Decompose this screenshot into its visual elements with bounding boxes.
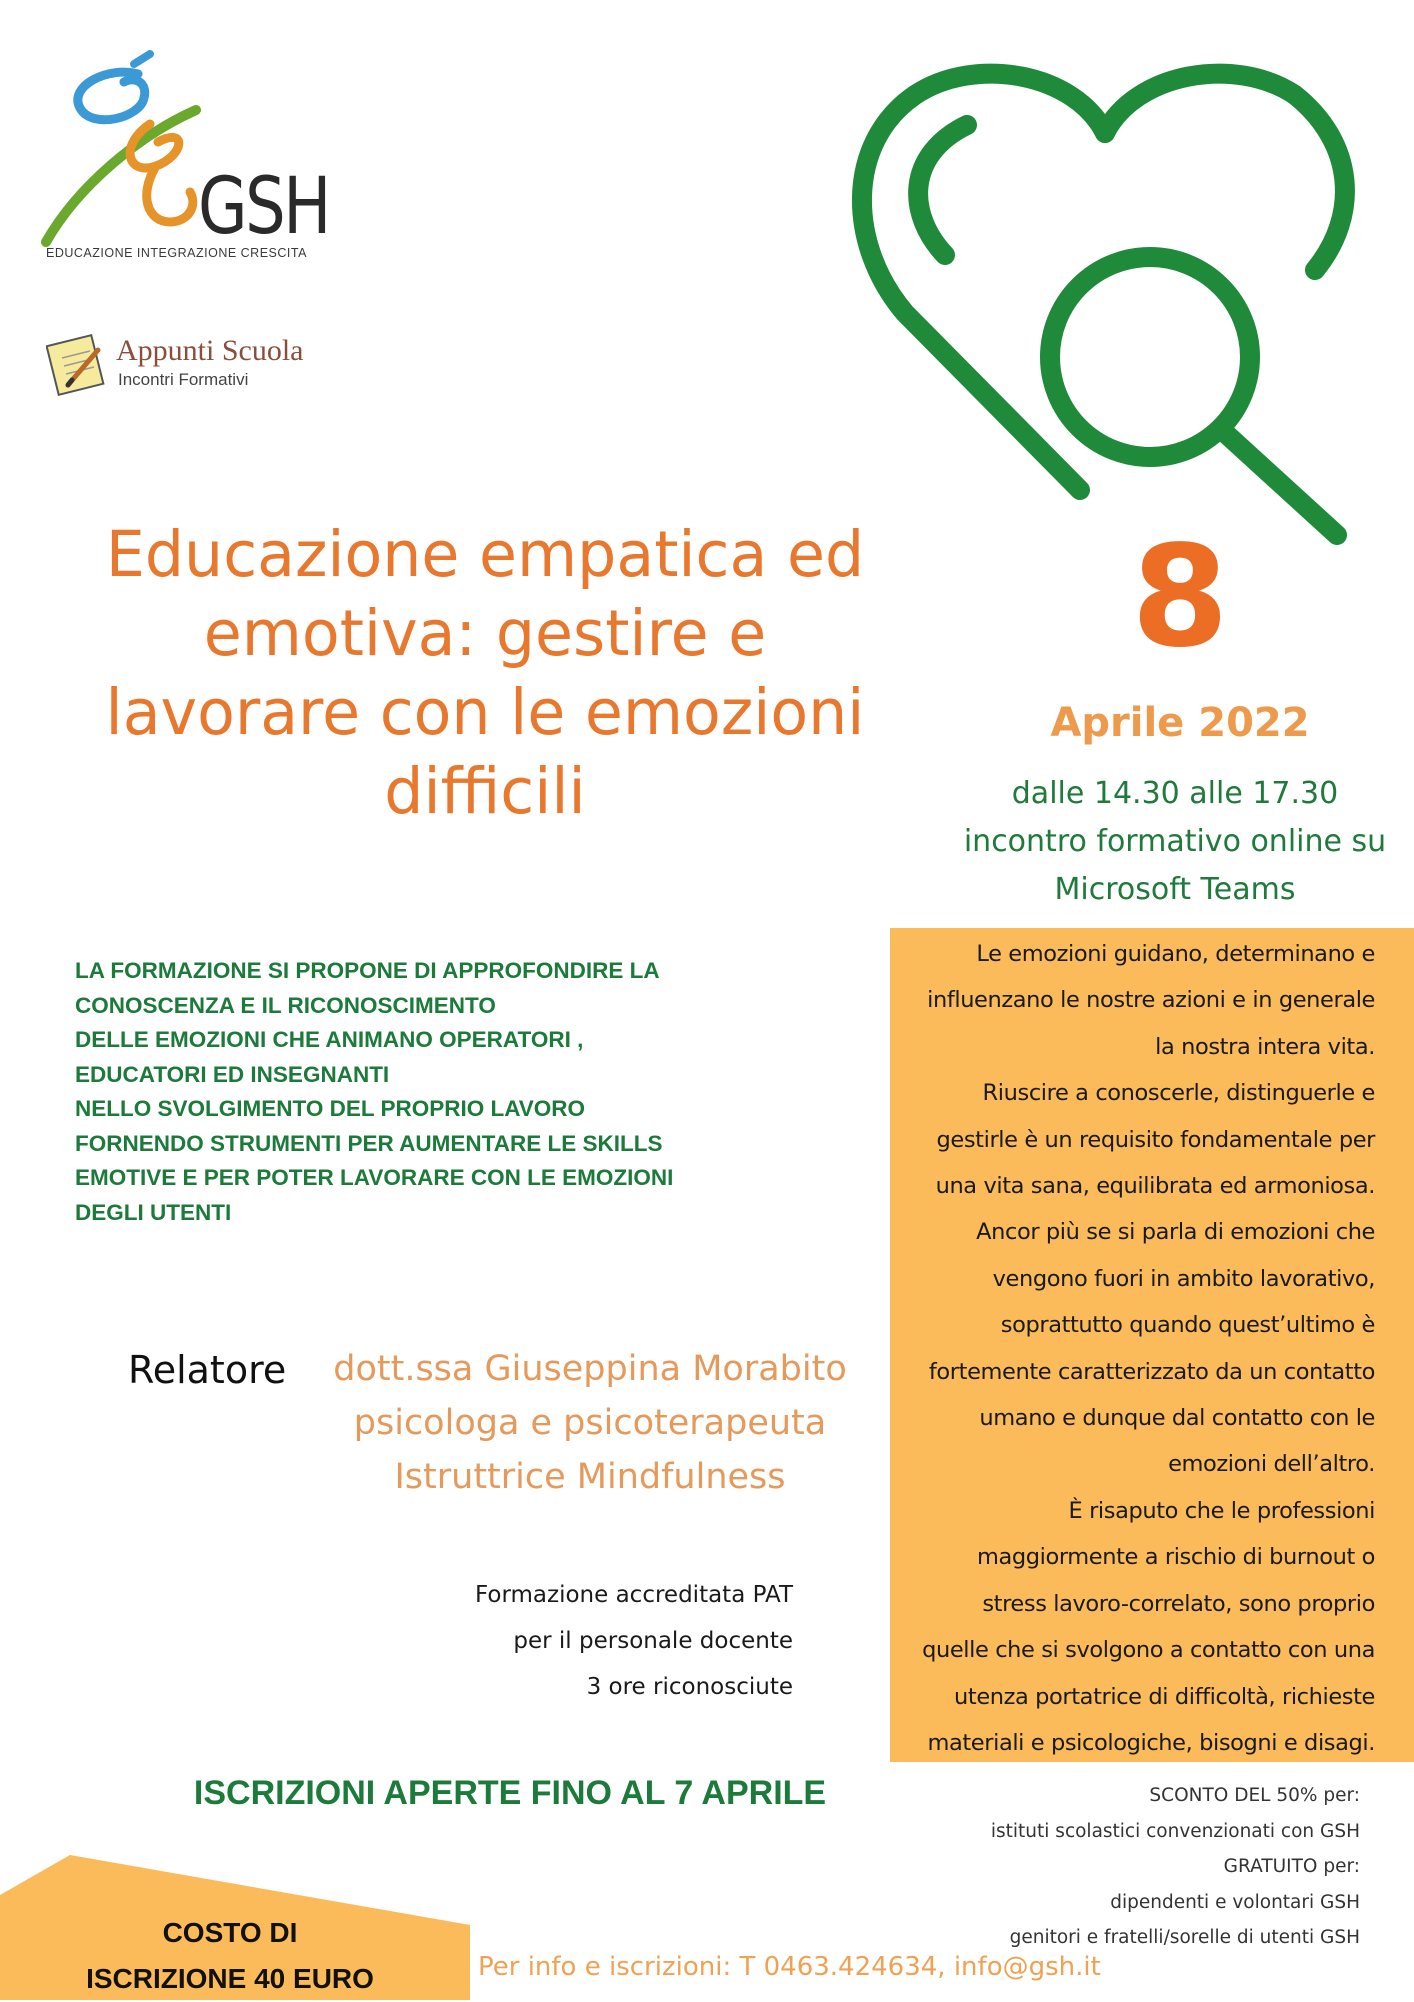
title-line: difficili <box>384 755 586 828</box>
info-line: emozioni dell’altro. <box>1168 1451 1375 1478</box>
event-title <box>78 515 891 831</box>
info-line: È risaputo che le professioni <box>1068 1497 1375 1524</box>
info-line: quelle che si svolgono a contatto con una <box>922 1637 1375 1664</box>
info-line: soprattutto quando quest’ultimo è <box>1000 1312 1375 1339</box>
course-description <box>75 954 775 1230</box>
description-line: FORNENDO STRUMENTI PER AUMENTARE LE SKILLS <box>75 1130 663 1156</box>
discount-line: genitori e fratelli/sorelle di utenti GSH <box>1009 1927 1360 1948</box>
appunti-subtitle: Incontri Formativi <box>118 370 249 389</box>
info-line: la nostra intera vita. <box>1155 1033 1375 1060</box>
discount-info <box>990 1778 1360 1956</box>
info-box-text <box>895 931 1375 1766</box>
title-line: emotiva: gestire e <box>203 597 767 670</box>
gsh-tagline: EDUCAZIONE INTEGRAZIONE CRESCITA <box>46 246 307 260</box>
event-month-year: Aprile 2022 <box>1050 700 1310 746</box>
info-line: vengono fuori in ambito lavorativo, <box>992 1265 1375 1292</box>
notepad-pencil-icon <box>46 330 110 396</box>
time-line: incontro formativo online su <box>963 824 1387 859</box>
accreditation-line: Formazione accreditata PAT <box>474 1582 793 1608</box>
description-line: LA FORMAZIONE SI PROPONE DI APPROFONDIRE LA <box>75 958 660 983</box>
info-line: materiali e psicologiche, bisogni e disagi. <box>927 1729 1375 1756</box>
description-line: CONOSCENZA E IL RICONOSCIMENTO <box>75 992 496 1018</box>
info-line: maggiormente a rischio di burnout o <box>976 1544 1375 1571</box>
info-line: gestirle è un requisito fondamentale per <box>936 1126 1375 1153</box>
accreditation-line: per il personale docente <box>513 1628 793 1654</box>
registration-deadline: ISCRIZIONI APERTE FINO AL 7 APRILE <box>193 1774 827 1812</box>
time-line: Microsoft Teams <box>1054 872 1296 907</box>
event-day: 8 <box>1131 516 1229 679</box>
info-line: Riuscire a conoscerle, distinguerle e <box>982 1080 1375 1107</box>
info-box <box>890 928 1414 1762</box>
description-line: DELLE EMOZIONI CHE ANIMANO OPERATORI , <box>75 1027 584 1052</box>
info-line: una vita sana, equilibrata ed armoniosa. <box>935 1173 1375 1200</box>
info-line: fortemente caratterizzato da un contatto <box>928 1358 1375 1385</box>
title-line: lavorare con le emozioni <box>105 676 865 749</box>
appunti-scuola-logo <box>46 330 346 400</box>
cost-line: ISCRIZIONE 40 EURO <box>86 1963 374 1994</box>
discount-line: istituti scolastici convenzionati con GSH <box>990 1820 1360 1842</box>
cost-line: COSTO DI <box>162 1917 298 1948</box>
gsh-wordmark: GSH <box>198 162 329 252</box>
description-line: EMOTIVE E PER POTER LAVORARE CON LE EMOZIONI <box>75 1165 674 1190</box>
accreditation-info <box>440 1572 793 1710</box>
heart-magnifier-icon <box>845 55 1365 555</box>
contact-info: Per info e iscrizioni: T 0463.424634, info@gsh.it <box>478 1952 1101 1982</box>
registration-cost <box>30 1910 430 2002</box>
title-line: Educazione empatica ed <box>105 518 865 591</box>
speaker-label: Relatore <box>128 1348 287 1392</box>
discount-line: dipendenti e volontari GSH <box>1110 1891 1360 1913</box>
description-line: EDUCATORI ED INSEGNANTI <box>75 1061 390 1087</box>
info-line: Le emozioni guidano, determinano e <box>976 941 1375 967</box>
info-line: utenza portatrice di difficoltà, richieste <box>954 1683 1375 1710</box>
time-line: dalle 14.30 alle 17.30 <box>1011 776 1339 811</box>
info-line: influenzano le nostre azioni e in generale <box>927 987 1375 1014</box>
discount-line: SCONTO DEL 50% per: <box>1149 1785 1360 1806</box>
appunti-title: Appunti Scuola <box>116 334 304 367</box>
event-time-info <box>935 770 1414 914</box>
speaker-name: dott.ssa Giuseppina Morabito <box>333 1349 847 1389</box>
speaker-extra: Istruttrice Mindfulness <box>394 1457 786 1497</box>
description-line: NELLO SVOLGIMENTO DEL PROPRIO LAVORO <box>75 1096 586 1121</box>
accreditation-line: 3 ore riconosciute <box>586 1674 793 1700</box>
discount-line: GRATUITO per: <box>1223 1856 1360 1877</box>
info-line: stress lavoro-correlato, sono proprio <box>982 1590 1375 1617</box>
info-line: Ancor più se si parla di emozioni che <box>976 1219 1375 1246</box>
speaker-role: psicologa e psicoterapeuta <box>353 1403 827 1443</box>
info-line: umano e dunque dal contatto con le <box>979 1405 1375 1432</box>
description-line: DEGLI UTENTI <box>75 1199 232 1225</box>
speaker-details <box>320 1342 860 1504</box>
gsh-logo <box>38 46 338 264</box>
